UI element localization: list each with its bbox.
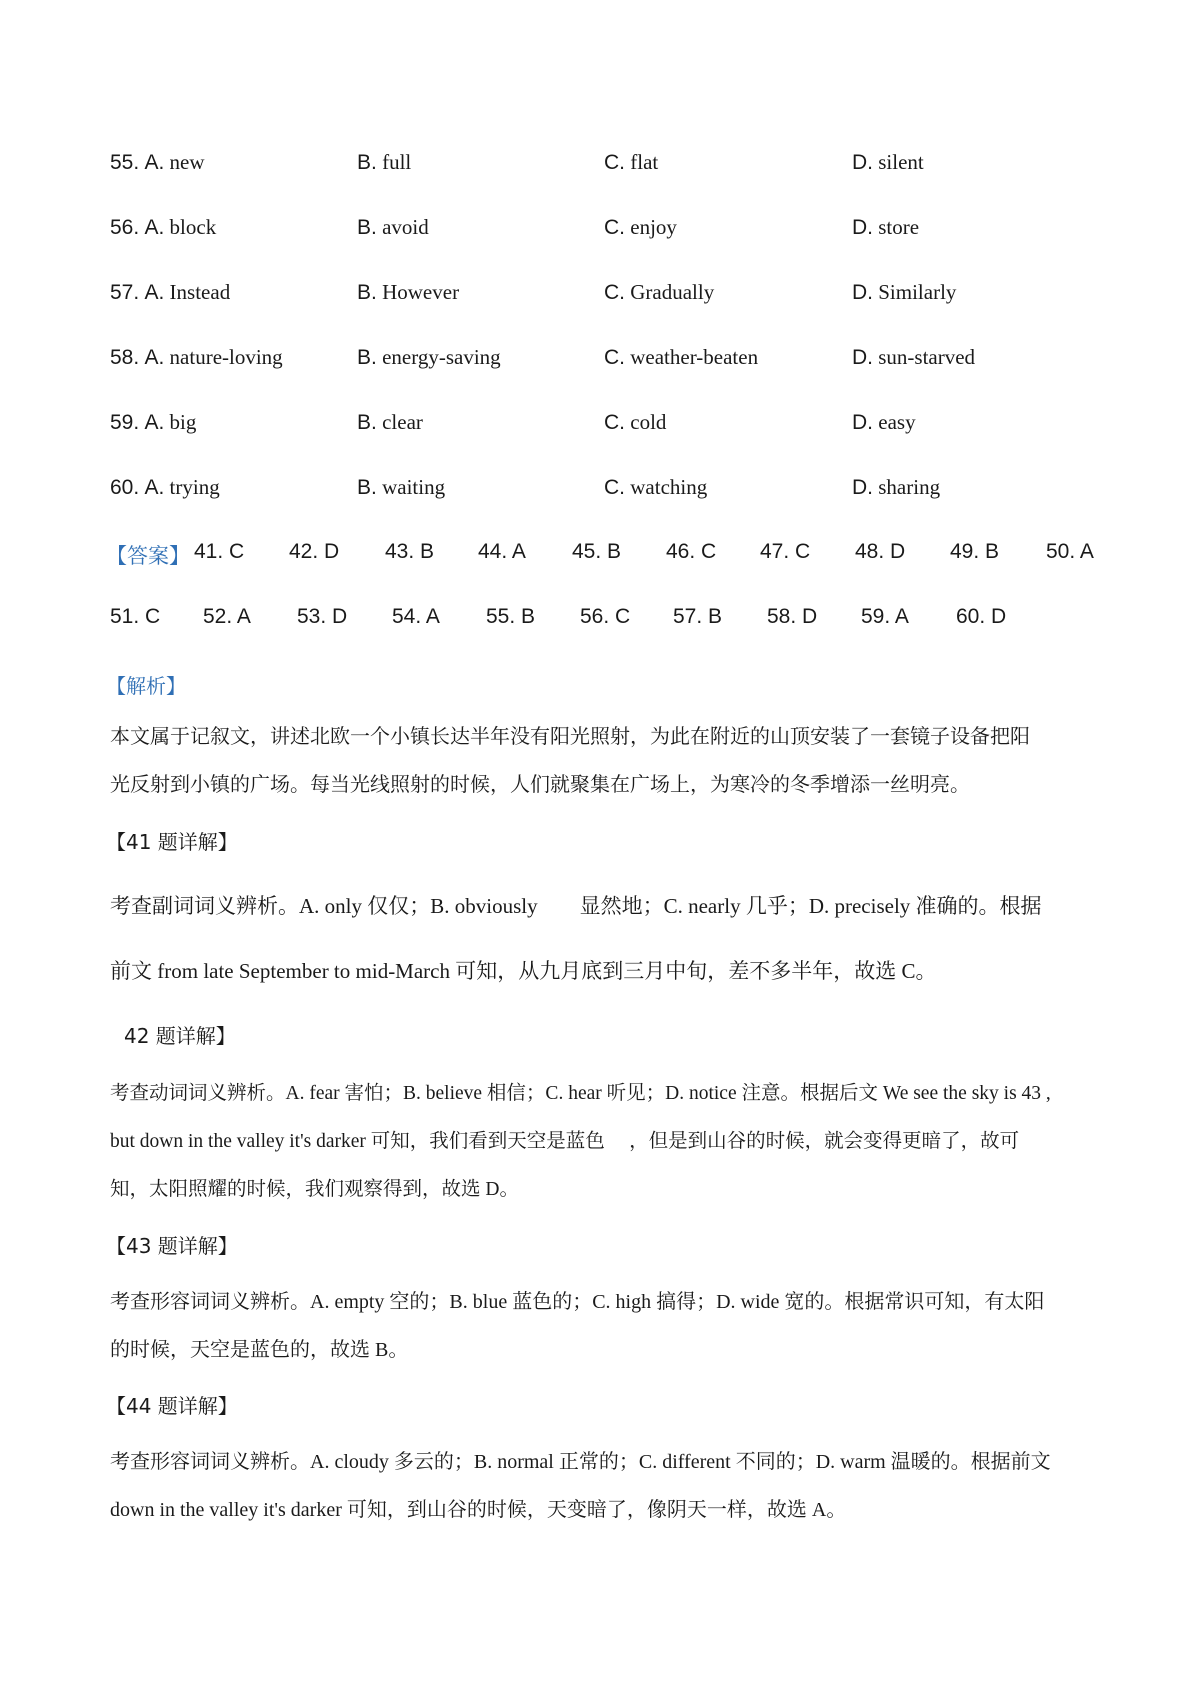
answer-item: 43. B [385, 540, 435, 563]
answer-item: 58. D [767, 605, 818, 628]
option-letter: D. [852, 476, 873, 499]
answer-item: 50. A [1046, 540, 1094, 563]
question-number: 58. [110, 346, 140, 369]
q44-line-2: down in the valley it's darker 可知，到山谷的时候，天变暗了，像阴天一样，故选 A。 [110, 1499, 847, 1521]
option-letter: A. [144, 476, 165, 499]
answer-item: 45. B [572, 540, 622, 563]
q44-heading: 【44 题详解】 [106, 1394, 238, 1418]
option-a [110, 150, 205, 175]
option-text: Gradually [630, 280, 715, 304]
option-row-58 [110, 345, 1100, 379]
option-text: waiting [382, 475, 446, 499]
option-text: full [382, 150, 412, 174]
option-text: enjoy [630, 215, 677, 239]
option-b [357, 215, 429, 240]
option-text: sun-starved [878, 345, 976, 369]
option-letter: B. [357, 346, 377, 369]
answer-item: 46. C [666, 540, 717, 563]
q44-line-1: 考查形容词词义辨析。A. cloudy 多云的；B. normal 正常的；C. different 不同的；D. warm 温暖的。根据前文 [110, 1451, 1051, 1473]
answer-item: 41. C [194, 540, 245, 563]
option-d [852, 475, 940, 500]
option-text: clear [382, 410, 423, 434]
option-d [852, 345, 975, 370]
option-c [604, 410, 666, 435]
answer-item: 44. A [478, 540, 526, 563]
option-text: However [382, 280, 460, 304]
option-d [852, 150, 924, 175]
answer-item: 49. B [950, 540, 1000, 563]
option-row-56 [110, 215, 1100, 249]
option-c [604, 475, 707, 500]
option-letter: B. [357, 216, 377, 239]
question-number: 59. [110, 411, 140, 434]
answer-row-2 [110, 605, 1110, 639]
answer-label: 【答案】 [106, 544, 190, 568]
option-letter: B. [357, 411, 377, 434]
question-number: 56. [110, 216, 140, 239]
option-letter: A. [144, 216, 165, 239]
option-b [357, 150, 411, 175]
option-a [110, 280, 230, 305]
option-text: flat [630, 150, 659, 174]
q43-line-2: 的时候，天空是蓝色的，故选 B。 [110, 1339, 409, 1361]
option-text: cold [630, 410, 667, 434]
q42-line-3: 知，太阳照耀的时候，我们观察得到，故选 D。 [110, 1179, 519, 1200]
option-letter: B. [357, 476, 377, 499]
option-d [852, 410, 916, 435]
option-text: trying [169, 475, 220, 499]
answer-item: 52. A [203, 605, 251, 628]
q41-heading: 【41 题详解】 [106, 830, 238, 854]
summary-line-1: 本文属于记叙文，讲述北欧一个小镇长达半年没有阳光照射，为此在附近的山顶安装了一套镜子设备把阳 [110, 726, 1030, 748]
answer-item: 59. A [861, 605, 909, 628]
option-letter: D. [852, 411, 873, 434]
answer-item: 48. D [855, 540, 906, 563]
answer-item: 55. B [486, 605, 536, 628]
option-text: big [169, 410, 197, 434]
option-b [357, 345, 501, 370]
option-text: sharing [878, 475, 941, 499]
option-text: Instead [169, 280, 231, 304]
question-number: 60. [110, 476, 140, 499]
q43-heading: 【43 题详解】 [106, 1234, 238, 1258]
answer-item: 60. D [956, 605, 1007, 628]
q42-line-1: 考查动词词义辨析。A. fear 害怕；B. believe 相信；C. hear 听见；D. notice 注意。根据后文 We see the sky is 43 , [110, 1083, 1051, 1104]
option-letter: C. [604, 411, 625, 434]
option-text: watching [630, 475, 708, 499]
option-c [604, 150, 658, 175]
question-number: 55. [110, 151, 140, 174]
option-letter: C. [604, 476, 625, 499]
option-text: store [878, 215, 920, 239]
answer-item: 57. B [673, 605, 723, 628]
option-letter: D. [852, 281, 873, 304]
option-d [852, 280, 956, 305]
answer-item: 47. C [760, 540, 811, 563]
option-text: avoid [382, 215, 429, 239]
q42-line-2: but down in the valley it's darker 可知，我们看到天空是蓝色 ，但是到山谷的时候，就会变得更暗了，故可 [110, 1131, 1020, 1152]
answer-item: 53. D [297, 605, 348, 628]
option-text: Similarly [878, 280, 957, 304]
option-letter: A. [144, 411, 165, 434]
option-text: block [169, 215, 217, 239]
q41-line-1: 考查副词词义辨析。A. only 仅仅；B. obviously 显然地；C. nearly 几乎；D. precisely 准确的。根据 [110, 894, 1042, 918]
option-a [110, 215, 216, 240]
option-text: weather-beaten [630, 345, 759, 369]
option-text: energy-saving [382, 345, 501, 369]
option-letter: C. [604, 281, 625, 304]
option-letter: B. [357, 151, 377, 174]
summary-line-2: 光反射到小镇的广场。每当光线照射的时候，人们就聚集在广场上，为寒冷的冬季增添一丝明亮。 [110, 774, 970, 796]
option-row-57 [110, 280, 1100, 314]
option-row-59 [110, 410, 1100, 444]
option-letter: D. [852, 216, 873, 239]
option-text: easy [878, 410, 916, 434]
answer-row-1 [106, 540, 1110, 574]
option-text: nature-loving [169, 345, 283, 369]
option-c [604, 345, 758, 370]
option-letter: D. [852, 346, 873, 369]
option-b [357, 475, 445, 500]
analysis-label: 【解析】 [106, 674, 186, 698]
option-c [604, 215, 677, 240]
option-text: new [169, 150, 205, 174]
option-a [110, 345, 283, 370]
option-b [357, 280, 459, 305]
q41-line-2: 前文 from late September to mid-March 可知，从九月底到三月中旬，差不多半年，故选 C。 [110, 959, 937, 983]
option-row-55 [110, 150, 1100, 184]
option-text: silent [878, 150, 924, 174]
answer-item: 42. D [289, 540, 340, 563]
q43-line-1: 考查形容词词义辨析。A. empty 空的；B. blue 蓝色的；C. high 搞得；D. wide 宽的。根据常识可知，有太阳 [110, 1291, 1045, 1313]
option-row-60 [110, 475, 1100, 509]
answer-item: 54. A [392, 605, 440, 628]
option-b [357, 410, 423, 435]
option-d [852, 215, 919, 240]
option-letter: C. [604, 216, 625, 239]
answer-item: 51. C [110, 605, 161, 628]
option-letter: B. [357, 281, 377, 304]
question-number: 57. [110, 281, 140, 304]
option-c [604, 280, 714, 305]
option-a [110, 475, 220, 500]
option-letter: A. [144, 281, 165, 304]
answer-item: 56. C [580, 605, 631, 628]
q42-heading: 42 题详解】 [124, 1024, 236, 1048]
option-letter: A. [144, 151, 165, 174]
option-letter: D. [852, 151, 873, 174]
option-letter: A. [144, 346, 165, 369]
option-letter: C. [604, 151, 625, 174]
option-letter: C. [604, 346, 625, 369]
option-a [110, 410, 196, 435]
